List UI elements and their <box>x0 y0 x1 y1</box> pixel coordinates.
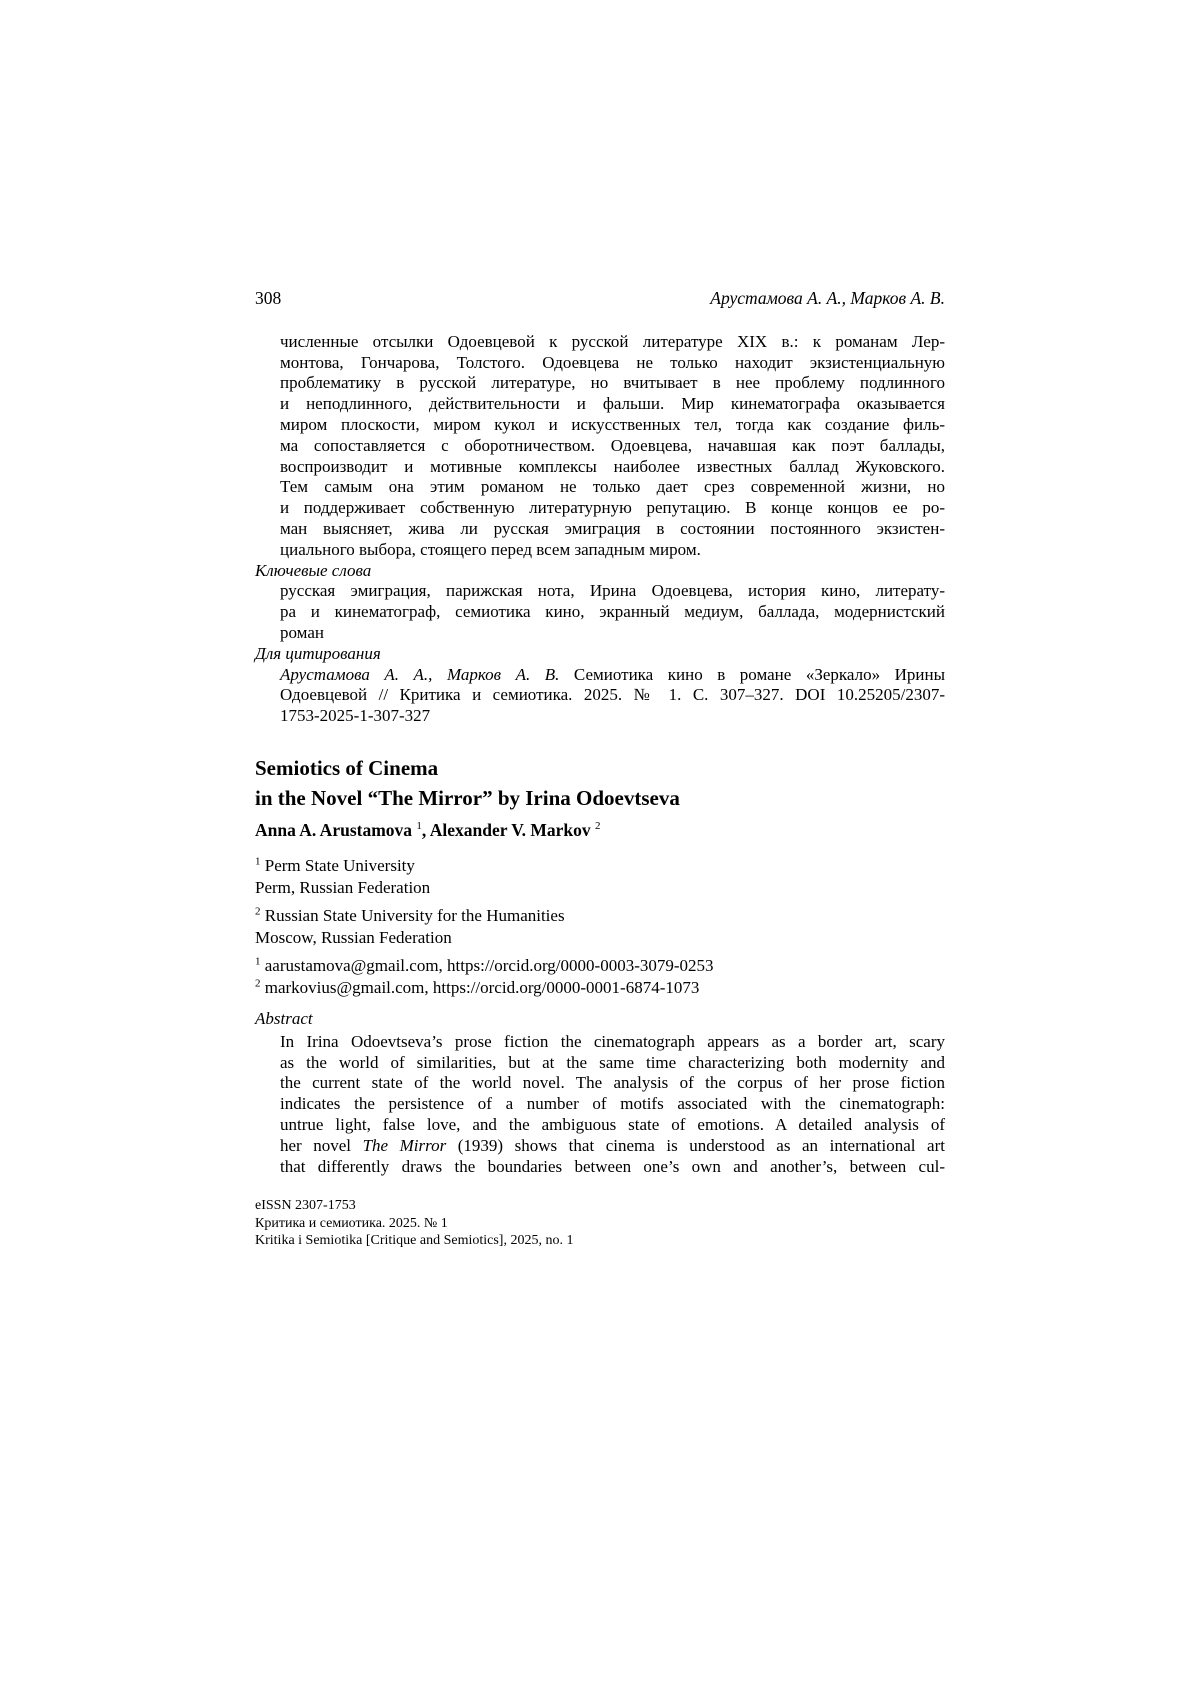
affiliation-1-org: Perm State University <box>264 855 415 875</box>
text-segment: as the world of similarities, but at the same time characterizing both modernity and <box>280 1052 945 1072</box>
text-line <box>280 1032 945 1053</box>
affiliation-2 <box>255 905 945 949</box>
text-line <box>280 1115 945 1136</box>
text-segment: численные отсылки Одоевцевой к русской литературе XIX в.: к романам Лер- <box>280 331 945 351</box>
text-segment: 1753-2025-1-307-327 <box>280 706 431 726</box>
citation-label: Для цитирования <box>255 643 381 663</box>
text-segment: In Irina Odoevtseva’s prose fiction the cinematograph appears as a border art, scary <box>280 1031 945 1051</box>
authors-separator: , <box>421 819 430 840</box>
contact-2-email-orcid: markovius@gmail.com, https://orcid.org/0000-0001-6874-1073 <box>264 977 700 997</box>
footer-eissn: eISSN 2307-1753 <box>255 1198 356 1213</box>
annotation-paragraph-ru <box>255 332 945 561</box>
text-segment: и неподлинного, действительности и фальши. Мир кинематографа оказывается <box>280 394 945 414</box>
text-segment: Одоевцевой // Критика и семиотика. 2025. № 1. С. 307–327. DOI 10.25205/2307- <box>280 685 945 705</box>
affiliation-1 <box>255 855 945 899</box>
text-line <box>280 415 945 436</box>
authors-line <box>255 819 945 841</box>
text-line <box>280 457 945 478</box>
text-segment: ман выясняет, жива ли русская эмиграция в состоянии постоянного экзистен- <box>280 518 945 538</box>
contact-2 <box>255 977 945 999</box>
author-1-affiliation-marker: 1 <box>416 820 422 833</box>
text-line <box>280 498 945 519</box>
affiliation-2-place: Moscow, Russian Federation <box>255 927 452 947</box>
author-2-affiliation-marker: 2 <box>595 820 601 833</box>
text-line <box>280 477 945 498</box>
text-line <box>280 602 945 623</box>
text-segment: ра и кинематограф, семиотика кино, экранный медиум, баллада, модернистский <box>280 602 945 622</box>
text-line <box>280 519 945 540</box>
affiliation-2-org: Russian State University for the Humanities <box>264 905 565 925</box>
contacts-block <box>255 955 945 999</box>
text-segment: русская эмиграция, парижская нота, Ирина Одоевцева, история кино, литерату- <box>280 581 945 601</box>
text-line <box>280 394 945 415</box>
text-segment: циального выбора, стоящего перед всем западным миром. <box>280 539 701 559</box>
affiliation-2-marker: 2 <box>255 905 261 918</box>
contact-2-marker: 2 <box>255 977 261 990</box>
affiliation-1-place: Perm, Russian Federation <box>255 877 431 897</box>
article-title-en <box>255 753 945 813</box>
abstract-label: Abstract <box>255 1008 313 1028</box>
text-line <box>280 353 945 374</box>
text-line <box>280 1053 945 1074</box>
keywords-label: Ключевые слова <box>255 560 372 580</box>
text-segment: проблематику в русской литературе, но вчитывает в нее проблему подлинного <box>280 373 945 393</box>
page-header <box>255 288 945 309</box>
text-line <box>280 706 945 727</box>
text-line <box>280 1136 945 1157</box>
text-segment: Семиотика кино в романе «Зеркало» Ирины <box>559 664 945 684</box>
text-segment: роман <box>280 622 324 642</box>
footer-journal-ru: Критика и семиотика. 2025. № 1 <box>255 1215 448 1231</box>
text-line <box>280 623 945 644</box>
contact-1-marker: 1 <box>255 955 261 968</box>
affiliation-2-org-line <box>255 905 945 927</box>
text-segment: воспроизводит и мотивные комплексы наиболее известных баллад Жуковского. <box>280 456 945 476</box>
text-segment: indicates the persistence of a number of motifs associated with the cinematograph: <box>280 1094 945 1114</box>
text-line <box>280 685 945 706</box>
text-line <box>280 373 945 394</box>
text-segment: и поддерживает собственную литературную репутацию. В конце концов ее ро- <box>280 498 945 518</box>
text-line <box>280 581 945 602</box>
author-1-name: Anna A. Arustamova <box>255 819 413 840</box>
page-number: 308 <box>255 288 282 308</box>
text-segment: that differently draws the boundaries between one’s own and another’s, between cul- <box>280 1156 945 1176</box>
text-line <box>280 1157 945 1178</box>
affiliation-1-org-line <box>255 855 945 877</box>
keywords-text <box>255 581 945 643</box>
abstract-text <box>255 1032 945 1178</box>
text-segment: the current state of the world novel. The analysis of the corpus of her prose fiction <box>280 1073 945 1093</box>
footer-journal-en: Kritika i Semiotika [Critique and Semiotics], 2025, no. 1 <box>255 1233 574 1248</box>
text-line <box>280 1073 945 1094</box>
affiliation-1-marker: 1 <box>255 855 261 868</box>
text-line <box>280 332 945 353</box>
text-line <box>280 1094 945 1115</box>
article-title-line-2: in the Novel “The Mirror” by Irina Odoevtseva <box>255 785 680 810</box>
text-segment: миром плоскости, миром кукол и искусственных тел, тогда как создание филь- <box>280 414 945 434</box>
text-segment: Арустамова А. А., Марков А. В. <box>280 664 560 684</box>
text-line <box>280 665 945 686</box>
text-segment: The Mirror <box>362 1135 447 1155</box>
page-content <box>255 288 945 1177</box>
text-segment: (1939) shows that cinema is understood as an international art <box>446 1135 945 1155</box>
text-segment: ма сопоставляется с оборотничеством. Одоевцева, начавшая как поэт баллады, <box>280 435 945 455</box>
affiliations-block <box>255 855 945 949</box>
running-head: Арустамова А. А., Марков А. В. <box>710 288 945 308</box>
text-line <box>280 540 945 561</box>
text-line <box>280 436 945 457</box>
article-title-line-1: Semiotics of Cinema <box>255 755 439 780</box>
text-segment: Тем самым она этим романом не только дает срез современной жизни, но <box>280 477 945 497</box>
text-segment: монтова, Гончарова, Толстого. Одоевцева не только находит экзистенциальную <box>280 352 945 372</box>
text-segment: her novel <box>280 1135 363 1155</box>
citation-text <box>255 665 945 727</box>
contact-1 <box>255 955 945 977</box>
text-segment: untrue light, false love, and the ambiguous state of emotions. A detailed analysis of <box>280 1114 945 1134</box>
page-footer <box>255 1197 573 1250</box>
contact-1-email-orcid: aarustamova@gmail.com, https://orcid.org/0000-0003-3079-0253 <box>264 955 714 975</box>
author-2-name: Alexander V. Markov <box>429 819 591 840</box>
